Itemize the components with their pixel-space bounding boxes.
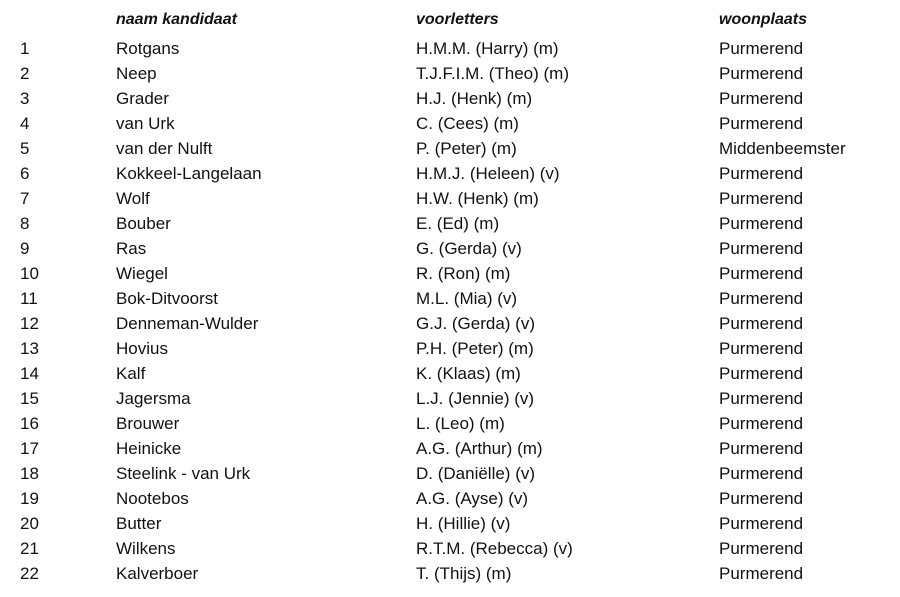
candidate-name: Bouber <box>116 214 171 233</box>
candidate-initials: K. (Klaas) (m) <box>416 364 521 383</box>
candidate-name: Heinicke <box>116 439 182 458</box>
table-row <box>0 386 900 411</box>
candidate-name: Kalf <box>116 364 146 383</box>
candidate-number: 10 <box>20 264 39 283</box>
candidate-initials: D. (Daniëlle) (v) <box>416 464 536 483</box>
candidate-number: 11 <box>20 289 38 308</box>
candidate-residence: Purmerend <box>719 89 804 108</box>
candidate-number: 22 <box>20 564 39 583</box>
candidate-initials: H.M.J. (Heleen) (v) <box>416 164 560 183</box>
candidate-initials: L.J. (Jennie) (v) <box>416 389 535 408</box>
table-row <box>0 36 900 61</box>
table-row <box>0 511 900 536</box>
candidate-residence: Purmerend <box>719 364 804 383</box>
candidate-residence: Purmerend <box>719 164 804 183</box>
table-row <box>0 286 900 311</box>
candidate-initials: A.G. (Ayse) (v) <box>416 489 529 508</box>
candidate-name: Brouwer <box>116 414 180 433</box>
candidate-residence: Purmerend <box>719 114 804 133</box>
candidate-initials: L. (Leo) (m) <box>416 414 505 433</box>
candidate-number: 17 <box>20 439 39 458</box>
candidate-number: 1 <box>20 39 30 58</box>
candidate-name: Rotgans <box>116 39 180 58</box>
candidate-residence: Purmerend <box>719 539 804 558</box>
candidate-number: 15 <box>20 389 39 408</box>
candidate-residence: Purmerend <box>719 39 804 58</box>
candidate-name: Wiegel <box>116 264 168 283</box>
candidate-name: van der Nulft <box>116 139 213 158</box>
table-row <box>0 261 900 286</box>
candidate-residence: Purmerend <box>719 289 804 308</box>
candidate-number: 4 <box>20 114 30 133</box>
candidate-residence: Purmerend <box>719 339 804 358</box>
candidate-name: Wolf <box>116 189 150 208</box>
candidate-name: Bok-Ditvoorst <box>116 289 219 308</box>
candidate-name: Kalverboer <box>116 564 199 583</box>
candidate-residence: Purmerend <box>719 514 804 533</box>
candidate-residence: Purmerend <box>719 314 804 333</box>
candidate-initials: H.J. (Henk) (m) <box>416 89 533 108</box>
candidate-number: 16 <box>20 414 39 433</box>
candidate-initials: A.G. (Arthur) (m) <box>416 439 543 458</box>
candidate-name: Jagersma <box>116 389 191 408</box>
header-initials: voorletters <box>416 11 499 28</box>
table-row <box>0 111 900 136</box>
candidate-number: 21 <box>20 539 39 558</box>
candidate-residence: Purmerend <box>719 239 804 258</box>
candidate-name: Wilkens <box>116 539 176 558</box>
candidate-residence: Purmerend <box>719 489 804 508</box>
candidate-residence: Purmerend <box>719 189 804 208</box>
table-row <box>0 486 900 511</box>
candidate-initials: P. (Peter) (m) <box>416 139 517 158</box>
table-row <box>0 136 900 161</box>
table-row <box>0 336 900 361</box>
candidate-residence: Purmerend <box>719 439 804 458</box>
candidate-name: Grader <box>116 89 169 108</box>
candidate-name: Neep <box>116 64 157 83</box>
candidate-initials: G.J. (Gerda) (v) <box>416 314 536 333</box>
candidate-residence: Purmerend <box>719 389 804 408</box>
candidate-name: Butter <box>116 514 162 533</box>
candidate-initials: C. (Cees) (m) <box>416 114 519 133</box>
table-row <box>0 411 900 436</box>
candidate-name: Kokkeel-Langelaan <box>116 164 262 183</box>
candidate-number: 5 <box>20 139 30 158</box>
candidate-number: 2 <box>20 64 30 83</box>
candidate-number: 20 <box>20 514 39 533</box>
header-residence: woonplaats <box>719 11 808 28</box>
candidate-initials: E. (Ed) (m) <box>416 214 500 233</box>
candidate-initials: P.H. (Peter) (m) <box>416 339 534 358</box>
candidate-number: 14 <box>20 364 39 383</box>
candidate-number: 12 <box>20 314 39 333</box>
candidate-initials: H. (Hillie) (v) <box>416 514 511 533</box>
header-name: naam kandidaat <box>116 11 237 28</box>
candidate-initials: T. (Thijs) (m) <box>416 564 512 583</box>
candidate-number: 8 <box>20 214 30 233</box>
candidate-name: van Urk <box>116 114 175 133</box>
candidate-name: Denneman-Wulder <box>116 314 259 333</box>
candidate-initials: R.T.M. (Rebecca) (v) <box>416 539 573 558</box>
candidate-residence: Purmerend <box>719 464 804 483</box>
table-row <box>0 436 900 461</box>
candidate-residence: Purmerend <box>719 264 804 283</box>
candidate-residence: Purmerend <box>719 214 804 233</box>
candidate-number: 6 <box>20 164 30 183</box>
table-row <box>0 61 900 86</box>
table-row <box>0 311 900 336</box>
table-row <box>0 361 900 386</box>
candidate-number: 19 <box>20 489 39 508</box>
candidate-initials: M.L. (Mia) (v) <box>416 289 518 308</box>
candidate-residence: Middenbeemster <box>719 139 846 158</box>
candidate-name: Steelink - van Urk <box>116 464 251 483</box>
table-row <box>0 86 900 111</box>
table-header <box>0 7 900 32</box>
candidate-initials: H.M.M. (Harry) (m) <box>416 39 559 58</box>
candidate-number: 13 <box>20 339 39 358</box>
table-row <box>0 211 900 236</box>
table-row <box>0 561 900 586</box>
candidate-number: 7 <box>20 189 30 208</box>
candidate-initials: G. (Gerda) (v) <box>416 239 522 258</box>
table-row <box>0 186 900 211</box>
candidate-residence: Purmerend <box>719 64 804 83</box>
candidate-initials: T.J.F.I.M. (Theo) (m) <box>416 64 569 83</box>
candidate-name: Ras <box>116 239 147 258</box>
candidate-number: 3 <box>20 89 30 108</box>
candidate-initials: H.W. (Henk) (m) <box>416 189 539 208</box>
candidate-residence: Purmerend <box>719 414 804 433</box>
table-row <box>0 236 900 261</box>
table-row <box>0 461 900 486</box>
candidate-initials: R. (Ron) (m) <box>416 264 511 283</box>
candidate-residence: Purmerend <box>719 564 804 583</box>
candidate-number: 9 <box>20 239 30 258</box>
candidate-name: Nootebos <box>116 489 189 508</box>
candidate-number: 18 <box>20 464 39 483</box>
table-row <box>0 161 900 186</box>
candidate-name: Hovius <box>116 339 168 358</box>
table-row <box>0 536 900 561</box>
